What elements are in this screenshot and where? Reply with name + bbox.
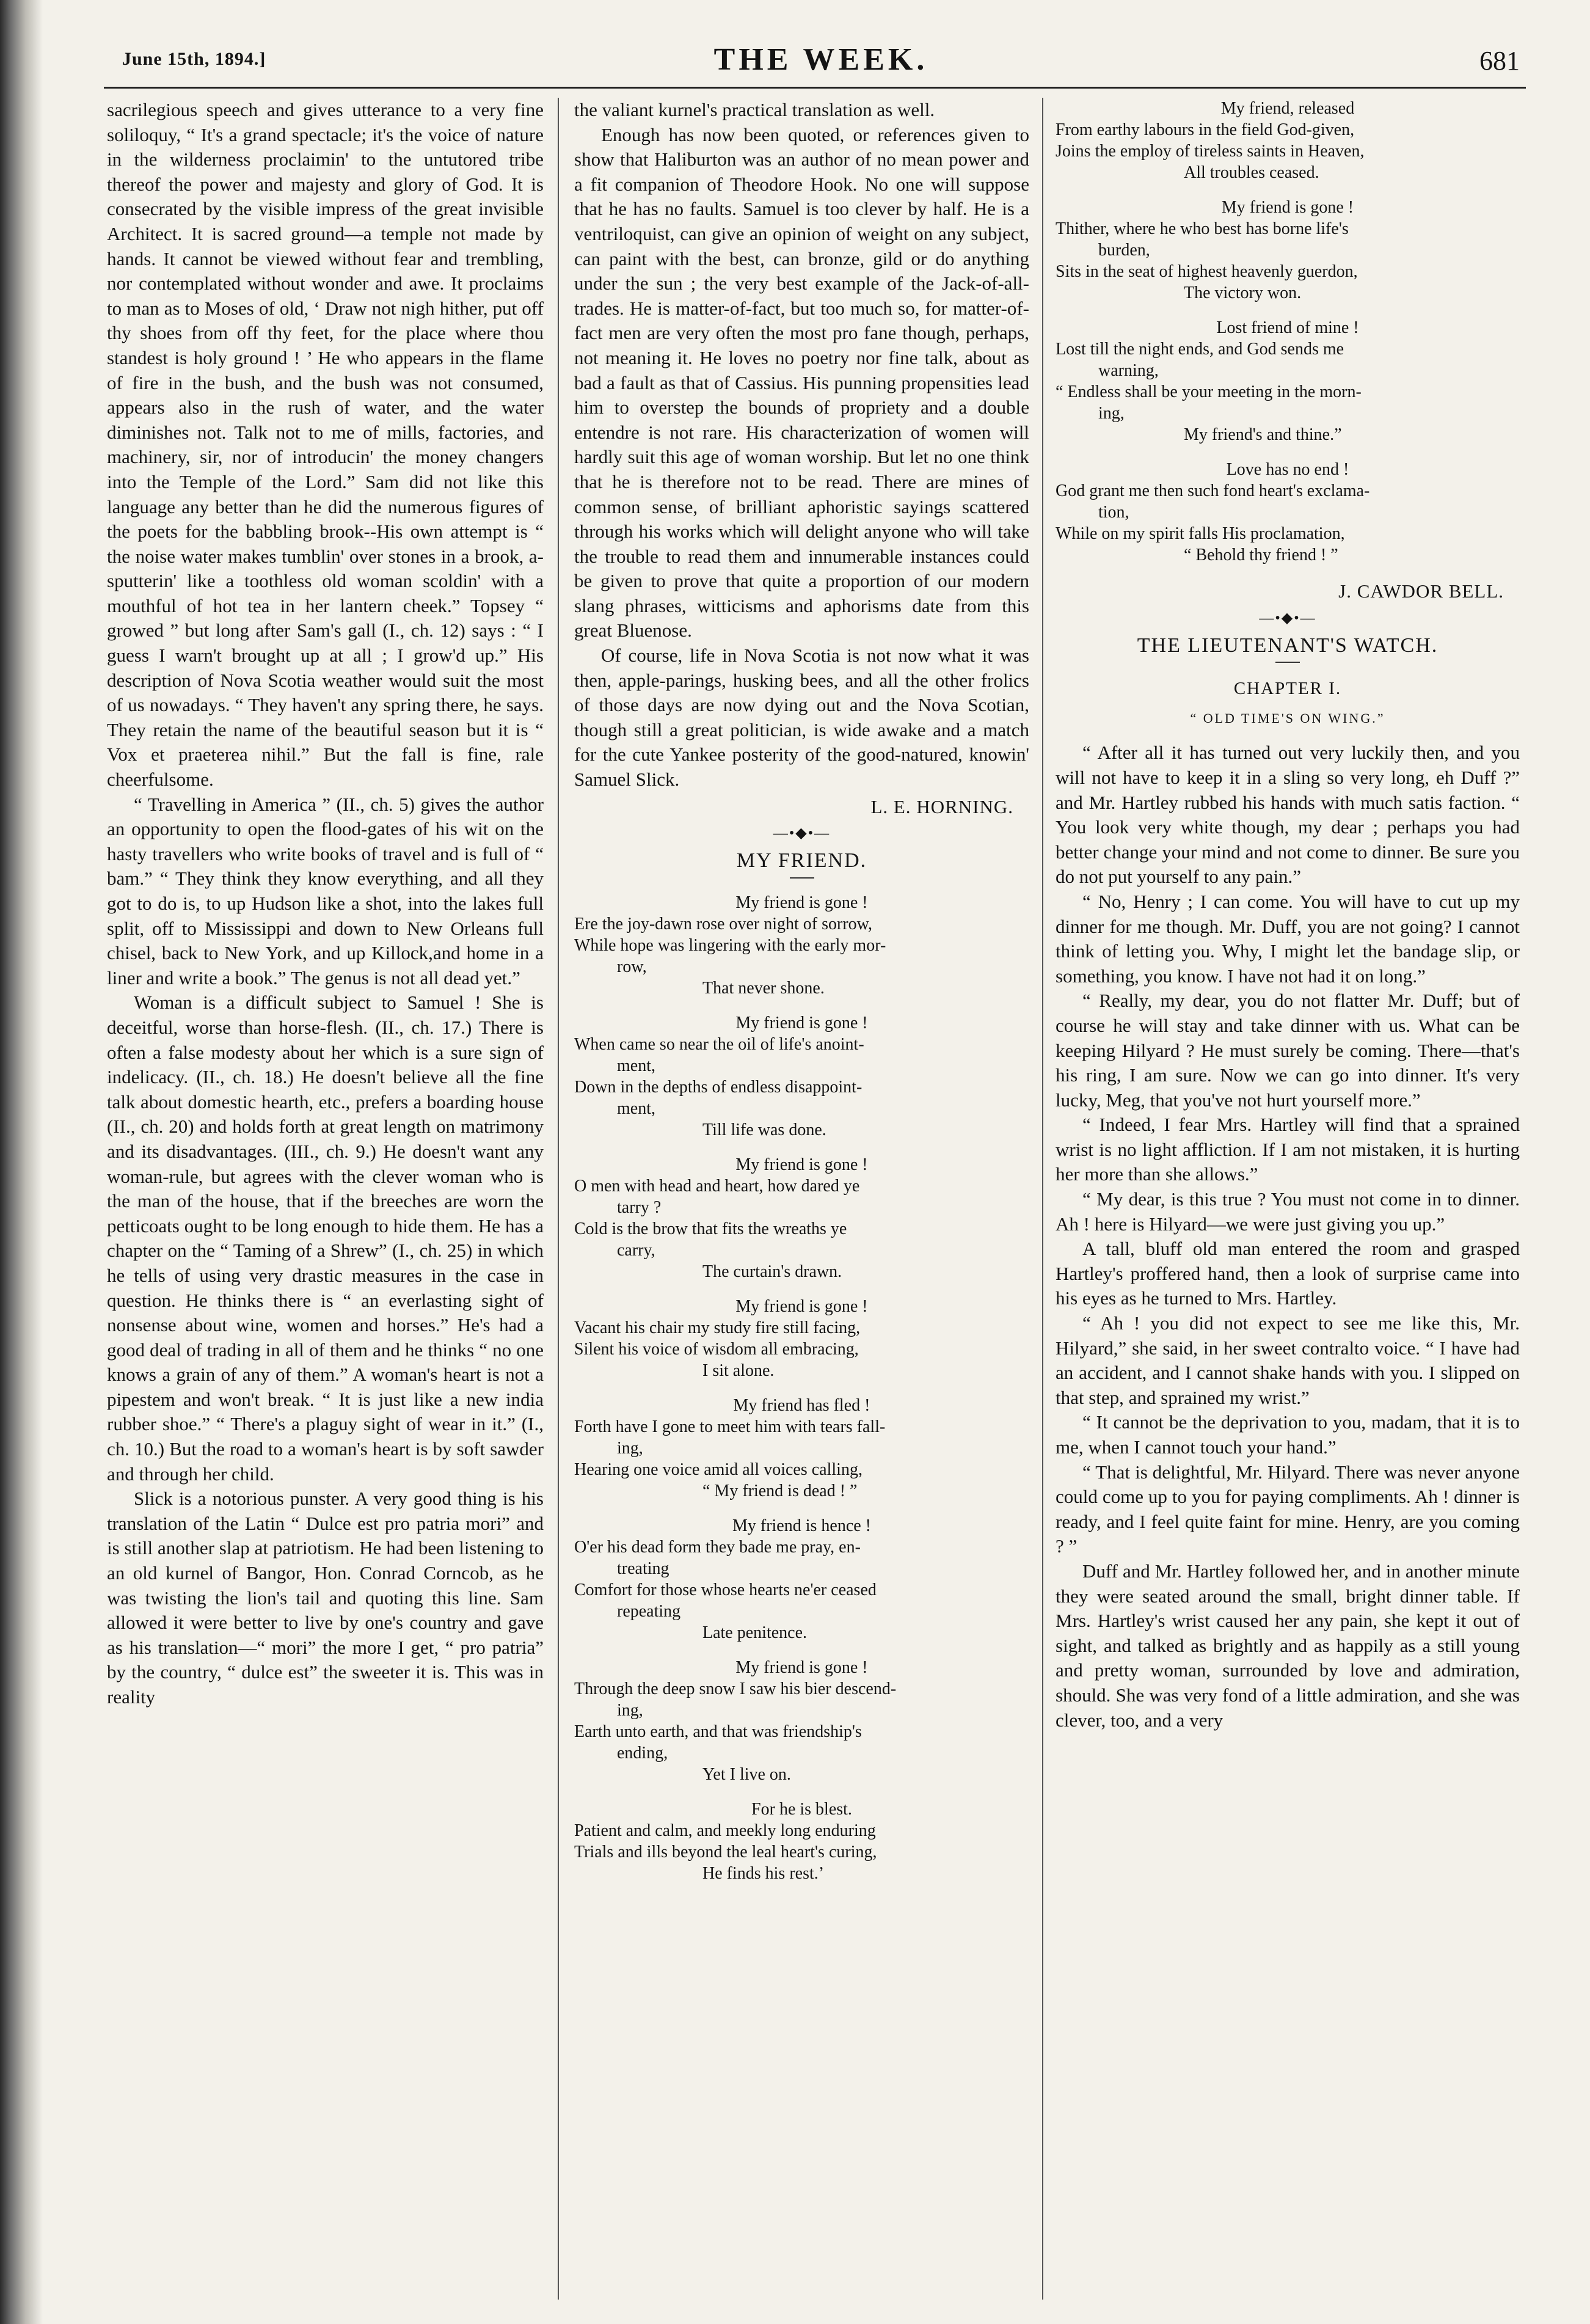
poem-line: All troubles ceased. [1184,163,1319,182]
story-paragraph: “ Really, my dear, you do not flatter Mr. Duff; but of course he will stay and take dinner with us. What can be keeping Hilyard ? He must surely be coming. There—that's his ring, I am sure. Now we can go into dinner. It's very lucky, Meg, that you've not hurt yourself more.” [1056,990,1520,1111]
section-ornament: —•◆•— [773,825,831,842]
poem-line: God grant me then such fond heart's exclama- [1056,481,1370,500]
article-paragraph: Enough has now been quoted, or references given to show that Haliburton was an author of no mean power and a fit companion of Theodore Hook. No one will suppose that he has no faults. Samuel is too clever by half. He is a ventriloquist, can give an opinion of weight on any subject, can paint with the best, can bronze, gild or do anything under the sun ; the very best example of the Jack-of-all-trades. He is matter-of-fact, but too much so, for matter-of-fact men are very often the most pro fane though, perhaps, not meaning it. He loves no poetry nor fine talk, about as bad a fault as that of Cassius. His punning propensities lead him to overstep the bounds of propriety and a double entendre is not rare. His characterization of women will hardly suit this age of woman worship. But let no one think that he is therefore not to be read. There are mines of common sense, of brilliant aphoristic sayings scattered through his works which will delight anyone who will take the trouble to read them and innumerable instances could be given to prove that quite a proportion of our modern slang phrases, witticisms and aphorisms date from this great Bluenose. [574,123,1029,641]
poem-line: ment, [617,1098,655,1118]
poem-line: Forth have I gone to meet him with tears fall- [574,1417,886,1436]
poem-line: ing, [617,1438,643,1458]
poem-stanza [1056,459,1520,566]
poem-line: My friend is gone ! [735,1155,868,1174]
poem-line: Love has no end ! [1226,460,1349,479]
poem-stanza [574,1657,1029,1785]
poem-line: Till life was done. [702,1120,826,1139]
story-paragraph: “ Indeed, I fear Mrs. Hartley will find that a sprained wrist is no light affliction. If I am not mistaken, it is hurting her more than she allows.” [1056,1114,1520,1185]
poem-stanza [1056,98,1520,183]
article-paragraph: “ Travelling in America ” (II., ch. 5) gives the author an opportunity to open the flood-gates of his wit on the hasty travellers who write books of travel and is full of “ bam.” “ They think they know everything, and all they got to do is, to up Hudson like a shot, into the lakes full split, off to Mississippi and down to New Orleans full chisel, back to New York, and up Killock,and home in a liner and write a book.” The genus is not all dead yet.” [107,793,544,988]
poem-stanza [1056,197,1520,304]
masthead [122,42,1520,84]
poem-line: ending, [617,1743,668,1763]
poem-line: My friend's and thine.” [1184,425,1342,444]
poem-line: Patient and calm, and meekly long enduring [574,1821,876,1840]
poem-line: Vacant his chair my study fire still facing, [574,1318,861,1337]
article-paragraph: the valiant kurnel's practical translation as well. [574,99,935,120]
publication-title: THE WEEK. [713,42,928,77]
chapter-subtitle: “ OLD TIME'S ON WING.” [1190,710,1385,726]
poem-line: Joins the employ of tireless saints in Heaven, [1056,142,1365,161]
poem-stanza [1056,317,1520,445]
binding-shadow [0,0,43,2324]
title-rule [1275,662,1300,663]
article-paragraph: Slick is a notorious punster. A very good thing is his translation of the Latin “ Dulce est pro patria mori” and is still another slap at patriotism. He had been listening to an old kurnel of Bangor, Hon. Conrad Corncob, as he was twisting the lion's tail and quoting this line. Sam allowed it were better to live by one's country and gave as his translation—“ mori” the more I get, “ pro patria” by the country, “ dulce est” the sweeter it is. This was in reality [107,1488,544,1708]
story-body [1056,740,1520,1733]
poem-stanza [574,1515,1029,1643]
poem-line: Silent his voice of wisdom all embracing, [574,1339,859,1359]
poem-line: carry, [617,1240,655,1260]
poem-line: repeating [617,1601,681,1621]
column-1 [107,98,544,2300]
poem-line: When came so near the oil of life's anoint- [574,1034,864,1054]
story-paragraph: A tall, bluff old man entered the room and grasped Hartley's proffered hand, then a look of surprise came into his eyes as he turned to Mrs. Hartley. [1056,1238,1520,1309]
poem-my-friend [574,892,1029,1884]
poem-line: Through the deep snow I saw his bier descend- [574,1679,897,1698]
poem-line: ing, [1098,404,1125,423]
story-title: THE LIEUTENANT'S WATCH. [1137,634,1439,657]
poem-line: Cold is the brow that fits the wreaths ye [574,1219,847,1238]
poem-line: For he is blest. [751,1799,852,1819]
column-3 [1056,98,1520,2300]
poem-line: Late penitence. [702,1623,808,1642]
poem-line: Yet I live on. [702,1764,791,1784]
article-paragraph: sacrilegious speech and gives utterance to a very fine soliloquy, “ It's a grand spectacle; it's the voice of nature in the wilderness proclaimin' to the untutored tribe thereof the power and majesty and glory of God. It is consecrated by the visible impress of the great invisible Architect. It is sacred ground—a temple not made by hands. It cannot be viewed without fear and trembling, nor contemplated without wonder and awe. It proclaims to man as to Moses of old, ‘ Draw not nigh hither, put off thy shoes from off thy feet, for the place where thou standest is holy ground ! ’ He who appears in the flame of fire in the bush, and the bush was not consumed, appears also in the rush of water, and the water diminishes not. Talk not to me of mills, factories, and machinery, sir, nor of introducin' the money changers into the Temple of the Lord.” Sam did not like this language any better than he did the numerous figures of the poets for the babbling brook--His own attempt is “ the noise water makes tumblin' over stones in a brook, a-sputterin' like a toothless old woman scoldin' with a mouthful of hot tea in her lantern cheek.” Topsey “ growed ” but long after Sam's gall (I., ch. 12) says : “ I guess I warn't brought up at all ; I grow'd up.” His description of Nova Scotia weather would suit the most of us nowadays. “ They haven't any spring there, he says. They retain the name of the beautiful season but it is “ Vox et praeterea nihil.” But the fall is fine, rale cheerfulsome. [107,99,544,791]
header-rule [104,87,1526,89]
poem-my-friend-continued [1056,98,1520,566]
poem-line: Down in the depths of endless disappoint- [574,1077,862,1097]
poem-line: burden, [1098,241,1150,260]
column-divider [558,98,559,2300]
chapter-heading: CHAPTER I. [1233,679,1342,699]
story-paragraph: “ It cannot be the deprivation to you, madam, that it is to me, when I cannot touch your hand.” [1056,1411,1520,1458]
poem-line: Ere the joy-dawn rose over night of sorrow, [574,914,873,934]
poem-line: That never shone. [702,978,825,998]
poem-line: O men with head and heart, how dared ye [574,1176,860,1196]
poem-line: While on my spirit falls His proclamation, [1056,524,1345,543]
poem-stanza [574,1799,1029,1884]
title-rule [790,877,814,879]
page-number: 681 [1479,46,1520,76]
poem-stanza [574,1395,1029,1502]
poem-line: My friend is gone ! [735,1296,868,1316]
poem-line: ment, [617,1056,655,1075]
poem-line: While hope was lingering with the early mor- [574,935,886,955]
story-paragraph: “ My dear, is this true ? You must not come in to dinner. Ah ! here is Hilyard—we were just giving you up.” [1056,1188,1520,1235]
poem-line: My friend is gone ! [1221,198,1354,217]
poem-title: MY FRIEND. [736,849,867,872]
poem-line: “ Behold thy friend ! ” [1184,546,1338,565]
poem-line: tarry ? [617,1197,662,1217]
poem-line: My friend has fled ! [733,1395,870,1415]
poem-line: From earthy labours in the field God-given, [1056,120,1355,139]
poem-line: “ My friend is dead ! ” [702,1481,858,1500]
poem-stanza [574,1296,1029,1381]
poem-line: My friend is hence ! [732,1516,872,1535]
poem-line: Sits in the seat of highest heavenly guerdon, [1056,262,1358,281]
poem-stanza [574,1012,1029,1141]
story-paragraph: “ Ah ! you did not expect to see me like this, Mr. Hilyard,” she said, in her sweet contralto voice. “ I have had an accident, and I cannot shake hands with you. I slipped on that step, and sprained my wrist.” [1056,1312,1520,1408]
poem-line: tion, [1098,503,1129,522]
poem-line: My friend is gone ! [735,1013,868,1032]
poem-signature: J. CAWDOR BELL. [1338,580,1504,602]
poem-line: Earth unto earth, and that was friendship's [574,1722,862,1741]
poem-line: My friend, released [1220,99,1355,118]
column-divider [1042,98,1043,2300]
article-paragraph: Woman is a difficult subject to Samuel ! She is deceitful, worse than horse-flesh. (II., ch. 17.) There is often a false modesty about her which is a sure sign of indelicacy. (II., ch. 18.) He doesn't believe all the fine talk about domestic hearth, etc., prefers a boarding house (II., ch. 20) and holds forth at great length on matrimony and its disadvantages. (III., ch. 9.) He doesn't want any woman-rule, but agrees with the clever woman who is the man of the house, that if the breeches are worn the petticoats ought to be long enough to hide them. He has a chapter on the “ Taming of a Shrew” (I., ch. 25) in which he tells of using very drastic measures in the case in question. He thinks there is “ an everlasting sight of nonsense about wine, women and horses.” He's had a good deal of trading in all of them and he thinks “ no one knows a grain of any of them.” A woman's heart is not a pipestem and won't break. “ It is just like a new india rubber shoe.” “ There's a plaguy sight of wear in it.” (I., ch. 10.) But the road to a woman's heart is by soft sawder and through her child. [107,992,544,1485]
story-paragraph: “ No, Henry ; I can come. You will have to cut up my dinner for me though. Mr. Duff, you are not going? I cannot think of letting you. Why, I might let the bandage slip, or something, you know. I have not had it on long.” [1056,890,1520,987]
article-paragraph: Of course, life in Nova Scotia is not now what it was then, apple-parings, husking bees, and all the other frolics of those days are now dying out and the Nova Scotian, though still a great politician, is wide awake and a match for the cute Yankee posterity of the good-natured, knowin' Samuel Slick. [574,645,1029,791]
story-paragraph: Duff and Mr. Hartley followed her, and in another minute they were seated around the small, bright dinner table. If Mrs. Hartley's wrist caused her any pain, she kept it out of sight, and talked as brightly and as happily as a still young and pretty woman, surrounded by love and admiration, should. She was very fond of a little admiration, and she was clever, too, and a very [1056,1560,1520,1731]
poem-line: warning, [1098,361,1159,380]
poem-line: Thither, where he who best has borne life's [1056,219,1349,238]
poem-line: My friend is gone ! [735,1657,868,1677]
poem-line: The victory won. [1184,283,1302,302]
poem-line: Trials and ills beyond the leal heart's curing, [574,1842,877,1862]
poem-line: I sit alone. [702,1361,775,1380]
poem-stanza [574,892,1029,999]
poem-line: He finds his rest.’ [702,1863,825,1883]
poem-stanza [574,1154,1029,1282]
poem-line: O'er his dead form they bade me pray, en- [574,1537,861,1557]
article-signature: L. E. HORNING. [870,795,1013,817]
issue-date: June 15th, 1894.] [122,49,266,69]
poem-line: Comfort for those whose hearts ne'er ceased [574,1580,877,1599]
poem-line: ing, [617,1700,643,1720]
story-paragraph: “ That is delightful, Mr. Hilyard. There was never anyone could come up to you for paying compliments. Ah ! dinner is ready, and I feel quite faint for mine. Henry, are you coming ? ” [1056,1461,1520,1557]
column-2 [574,98,1029,2300]
poem-line: Hearing one voice amid all voices calling, [574,1460,862,1479]
poem-line: Lost friend of mine ! [1216,318,1359,337]
poem-line: Lost till the night ends, and God sends me [1056,340,1344,359]
section-ornament: —•◆•— [1259,610,1316,626]
poem-line: row, [617,957,647,976]
poem-line: treating [617,1558,669,1578]
poem-line: “ Endless shall be your meeting in the morn- [1056,382,1362,401]
poem-line: The curtain's drawn. [702,1262,842,1281]
poem-line: My friend is gone ! [735,893,868,912]
story-paragraph: “ After all it has turned out very luckily then, and you will not have to keep it in a sling so very long, eh Duff ?” and Mr. Hartley rubbed his hands with much satis faction. “ You look very white though, my dear ; perhaps you had better change your mind and not come to dinner. Be sure you do not put yourself to any pain.” [1056,742,1520,888]
